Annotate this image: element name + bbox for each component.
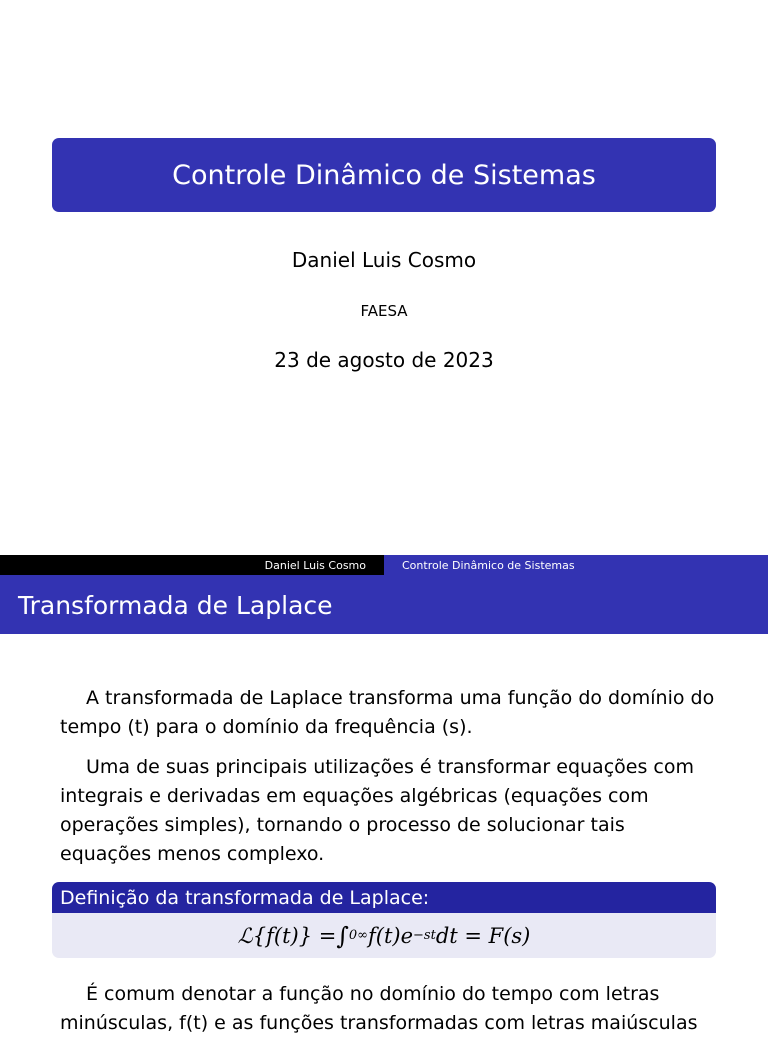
definition-block [52, 882, 716, 958]
presentation-title: Controle Dinâmico de Sistemas [172, 159, 596, 191]
institute-name: FAESA [360, 302, 408, 320]
paragraph-definition-intro: A transformada de Laplace transforma uma função do domínio do tempo (t) para o domínio da frequência (s). [60, 687, 715, 738]
presentation-date: 23 de agosto de 2023 [274, 348, 494, 372]
headline-title: Controle Dinâmico de Sistemas [384, 555, 768, 575]
slide-headline-bar [0, 555, 768, 575]
headline-author: Daniel Luis Cosmo [0, 555, 384, 575]
frame-title-bar [0, 575, 768, 634]
frame-title: Transformada de Laplace [18, 591, 333, 620]
author-name: Daniel Luis Cosmo [291, 248, 477, 272]
laplace-formula: ℒ{f(t)} = ∫ 0 ∞ f(t)e −st dt = F(s) [52, 913, 716, 958]
paragraph-notation: É comum denotar a função no domínio do tempo com letras minúsculas, f(t) e as funções transformadas com letras maiúsculas [60, 983, 698, 1034]
paragraph-usage: Uma de suas principais utilizações é transformar equações com integrais e derivadas em equações algébricas (equações com operações simples), tornando o processo de solucionar tais equações menos complexo. [60, 756, 694, 865]
definition-block-title: Definição da transformada de Laplace: [52, 882, 716, 913]
presentation-title-box [52, 138, 716, 212]
